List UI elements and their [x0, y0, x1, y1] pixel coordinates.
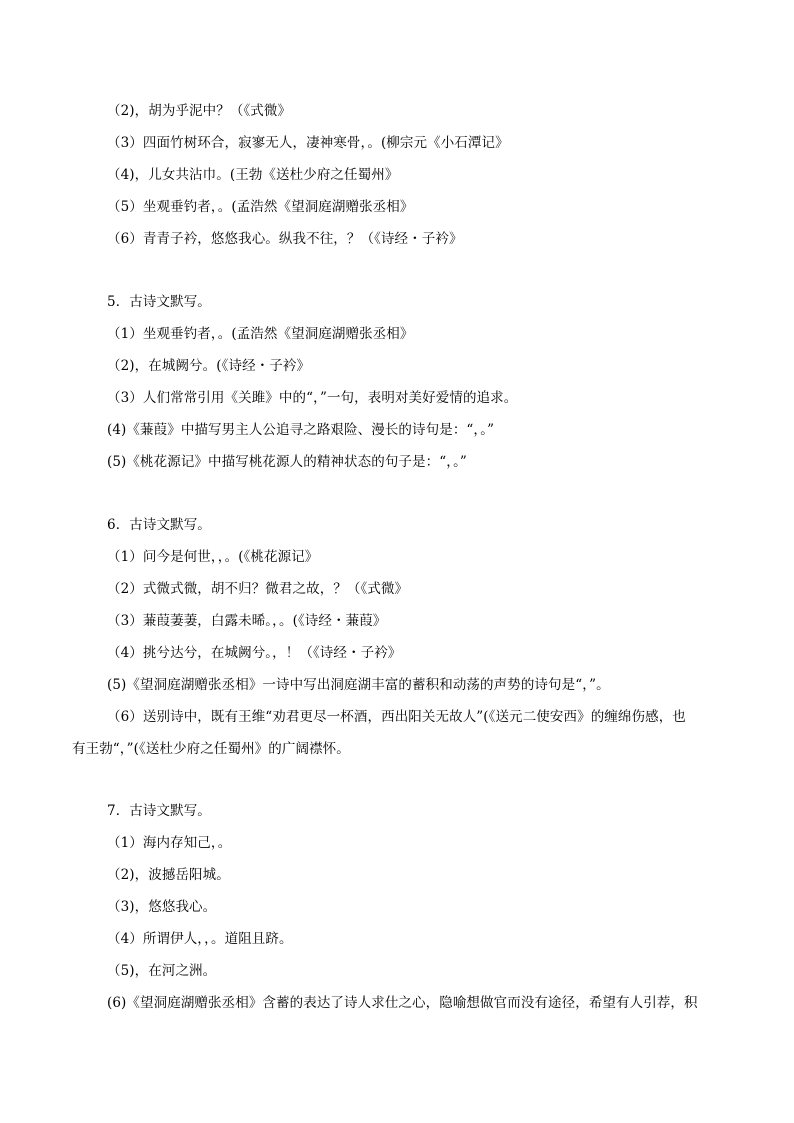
q6-line-5: (5)《望洞庭湖赠张丞相》一诗中写出洞庭湖丰富的蓄积和动荡的声势的诗句是“，”。 [107, 677, 610, 693]
q6-line-3: （3）蒹葭萋萋，白露未晞。，。(《诗经・蒹葭》 [107, 613, 387, 629]
intro-line-5: （5）坐观垂钓者，。(孟浩然《望洞庭湖赠张丞相》 [107, 199, 414, 215]
q5-line-4: (4)《蒹葭》中描写男主人公追寻之路艰险、漫长的诗句是：“，。” [107, 422, 495, 438]
q5-line-2: （2)，在城阙兮。(《诗经・子衿》 [107, 358, 311, 374]
q6-line-2: （2）式微式微，胡不归？微君之故，？（《式微》 [107, 581, 409, 597]
q5-heading: 5．古诗文默写。 [107, 294, 211, 310]
q6-line-4: （4）挑兮达兮，在城阙兮。，！（《诗经・子衿》 [107, 645, 402, 661]
q6-line-6-continued: 有王勃“，”(《送杜少府之任蜀州》的广阔襟怀。 [72, 741, 350, 757]
q7-heading: 7．古诗文默写。 [107, 803, 211, 819]
q5-line-3: （3）人们常常引用《关雎》中的“，”一句，表明对美好爱情的追求。 [107, 390, 518, 406]
q7-line-5: （5)，在河之洲。 [107, 963, 217, 979]
q6-line-6: （6）送别诗中，既有王维“劝君更尽一杯酒，西出阳关无故人”(《送元二使安西》的缠绵伤感，也 [107, 709, 686, 725]
q6-line-1: （1）问今是何世，，。(《桃花源记》 [107, 549, 319, 565]
intro-line-3: （3）四面竹树环合，寂寥无人，凄神寒骨，。(柳宗元《小石潭记》 [107, 135, 509, 151]
q5-line-5: (5)《桃花源记》中描写桃花源人的精神状态的句子是：“，。” [107, 454, 467, 470]
intro-line-6: （6）青青子衿，悠悠我心。纵我不往，？（《诗经・子衿》 [107, 231, 463, 247]
q7-line-4: （4）所谓伊人，，。道阻且跻。 [107, 931, 293, 947]
intro-line-2: （2)，胡为乎泥中？（《式微》 [107, 103, 292, 119]
q7-line-2: （2)，波撼岳阳城。 [107, 867, 230, 883]
intro-line-4: （4)，儿女共沾巾。(王勃《送杜少府之任蜀州》 [107, 167, 399, 183]
q7-line-1: （1）海内存知己，。 [107, 835, 232, 851]
q5-line-1: （1）坐观垂钓者，。(孟浩然《望洞庭湖赠张丞相》 [107, 326, 414, 342]
q6-heading: 6．古诗文默写。 [107, 517, 211, 533]
q7-line-6: (6)《望洞庭湖赠张丞相》含蓄的表达了诗人求仕之心，隐喻想做官而没有途径，希望有人引荐，积 [107, 995, 698, 1011]
q7-line-3: （3)，悠悠我心。 [107, 899, 217, 915]
